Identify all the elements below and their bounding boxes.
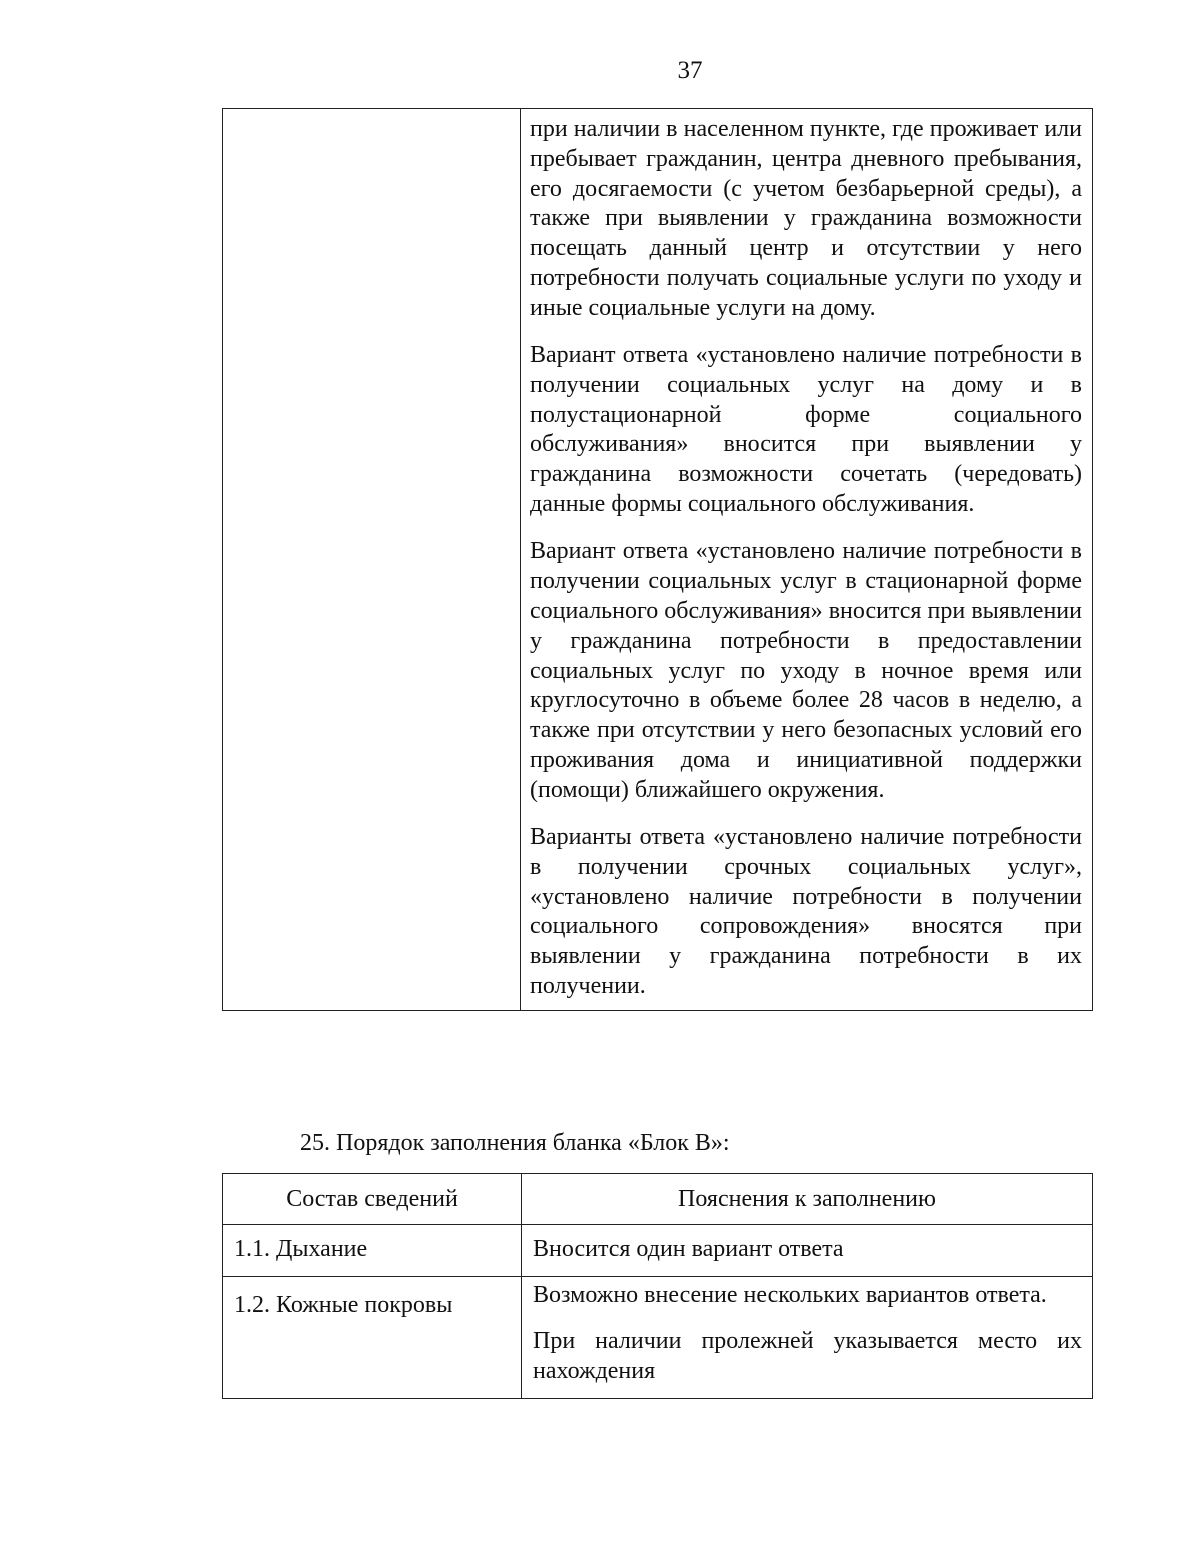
paragraph-stationary: Вариант ответа «установлено наличие потребности в получении социальных услуг в стационарной форме социального обслуживания» вносится при выявлении у гражданина потребности в предоставлении социальных услуг по уходу в ночное время или круглосуточно в объеме более 28 часов в неделю, а также при отсутствии у него безопасных условий его проживания дома и инициативной поддержки (помощи) ближайшего окружения.: [530, 538, 1082, 803]
table-row: [223, 109, 1093, 1011]
note-text: При наличии пролежней указывается место их нахождения: [533, 1327, 1082, 1384]
empty-left-cell: [223, 109, 521, 1011]
table-row: [223, 1277, 1093, 1399]
paragraph-day-center: при наличии в населенном пункте, где проживает или пребывает гражданин, центра дневного пребывания, его досягаемости (с учетом безбарьерной среды), а также при выявлении у гражданина возможности посещать данный центр и отсутствии у него потребности получать социальные услуги по уходу и иные социальные услуги на дому.: [530, 116, 1082, 321]
table-header-row: [223, 1174, 1093, 1225]
block-v-table: [222, 1173, 1093, 1399]
row-notes-breathing: [522, 1225, 1093, 1277]
note-text: Вносится один вариант ответа: [533, 1236, 844, 1262]
note-text: Возможно внесение нескольких вариантов ответа.: [533, 1282, 1047, 1308]
paragraph-urgent-services: Варианты ответа «установлено наличие потребности в получении срочных социальных услуг», «установлено наличие потребности в получении социального сопровождения» вносятся при выявлении у гражданина потребности в их получении.: [530, 824, 1082, 1000]
page-number: 37: [677, 57, 703, 84]
paragraph-home-semi-stationary: Вариант ответа «установлено наличие потребности в получении социальных услуг на дому и в полустационарной форме социального обслуживания» вносится при выявлении у гражданина возможности сочетать (чередовать) данные формы социального обслуживания.: [530, 342, 1082, 518]
continuation-table: [222, 108, 1093, 1011]
row-notes-skin: [522, 1277, 1093, 1399]
column-header-composition: Состав сведений: [223, 1174, 522, 1225]
row-label-breathing: 1.1. Дыхание: [223, 1225, 522, 1277]
table-row: [223, 1225, 1093, 1277]
column-header-explanations: Пояснения к заполнению: [522, 1174, 1093, 1225]
section-heading: 25. Порядок заполнения бланка «Блок В»:: [300, 1130, 730, 1156]
explanation-cell: [521, 109, 1093, 1011]
row-label-skin: 1.2. Кожные покровы: [223, 1277, 522, 1399]
